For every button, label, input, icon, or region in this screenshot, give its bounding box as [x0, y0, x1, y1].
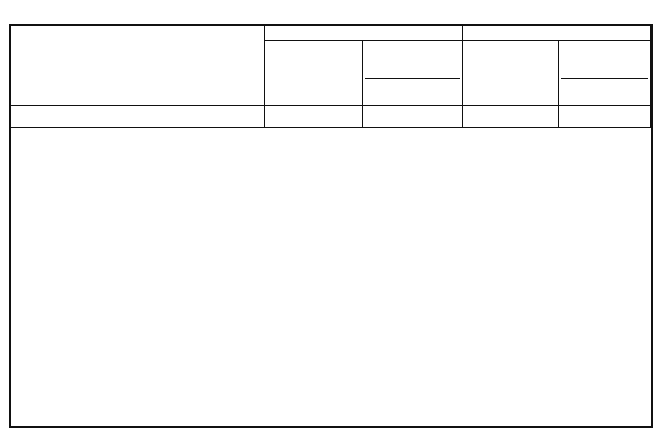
table-row	[11, 106, 651, 128]
header-group-2	[463, 26, 651, 41]
header-orientation	[365, 78, 460, 82]
header-orientation	[561, 78, 648, 82]
table-caption	[0, 4, 660, 18]
header-k-2	[463, 41, 559, 106]
header-k-1	[265, 41, 363, 106]
row-s2	[559, 106, 651, 128]
row-s1	[363, 106, 463, 128]
row-k2	[463, 106, 559, 128]
row-k1	[265, 106, 363, 128]
header-part	[11, 26, 265, 106]
bottom-rows	[11, 106, 651, 128]
row-part	[11, 106, 265, 128]
header-shgc-1	[363, 41, 463, 106]
header-shgc-2	[559, 41, 651, 106]
header-group-1	[265, 26, 463, 41]
limit-table	[10, 25, 651, 128]
